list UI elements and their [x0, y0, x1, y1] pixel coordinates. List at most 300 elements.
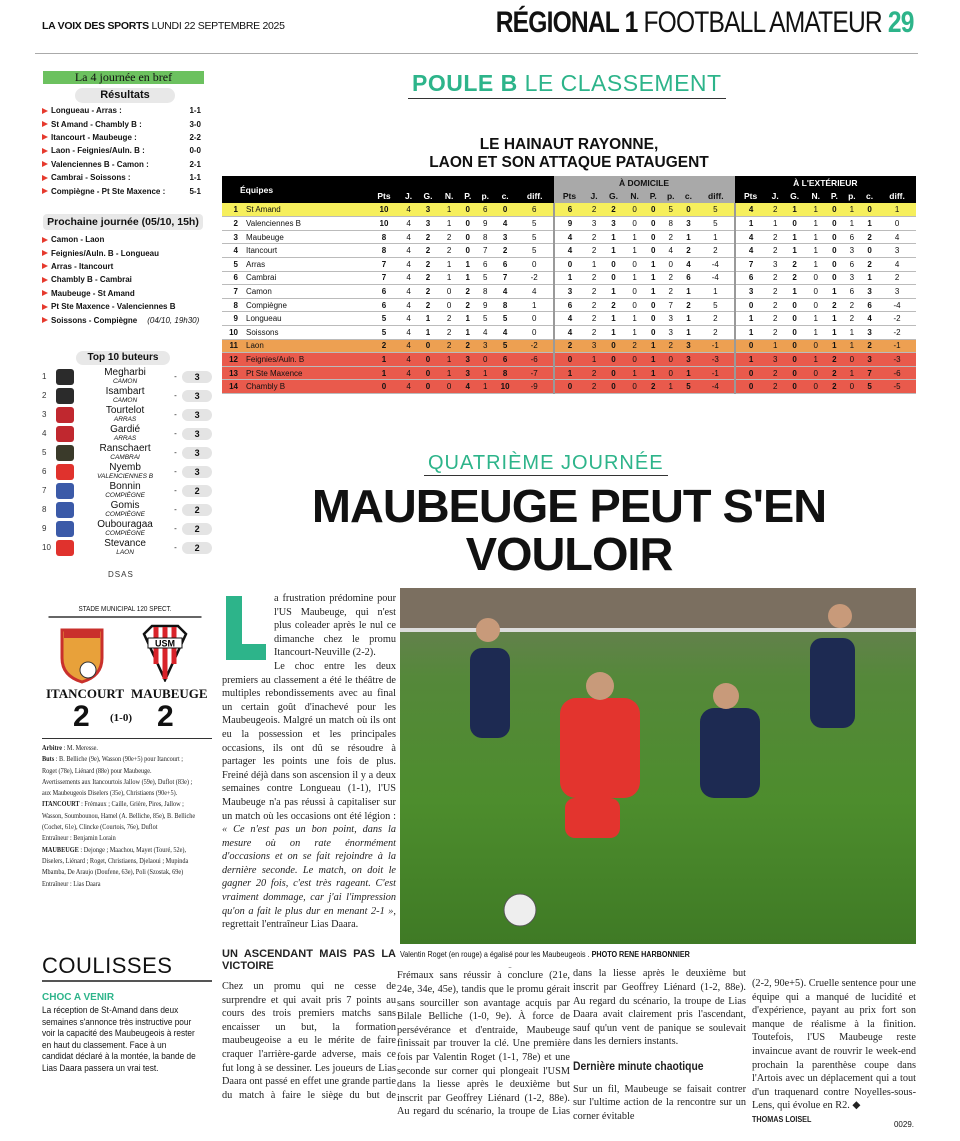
cell: 5 [483, 314, 488, 324]
list-item [42, 117, 207, 130]
paragraph: Sur un fil, Maubeuge se faisait contrer sur l'ultime action de la rencontre sur un corner évitable [573, 1083, 746, 1122]
cell: 6 [849, 232, 855, 242]
maubeuge-logo [140, 624, 190, 682]
dash: - [174, 524, 177, 533]
cell: 3 [465, 355, 470, 365]
cell: 4 [406, 355, 411, 365]
detail-line [42, 833, 198, 844]
cell: 10 [379, 219, 389, 229]
match: Longueau - Arras : [51, 106, 122, 116]
scorer-club: ARRAS [113, 415, 137, 423]
away-score: 2 [157, 700, 174, 733]
headline [215, 482, 923, 578]
cell: 2 [849, 300, 855, 310]
article-column-5 [752, 977, 916, 1127]
team-name: Feignies/Auln. B [246, 355, 305, 365]
quote: « Ce n'est pas un bon point, dans la mesure où on rate énormément d'occasions et on se fait rejoindre à la dernière seconde. Le match, on doit le gagner 20 fois, c'est très rageant. C'est vraiment dommage, car j'ai l'impression qu'on a fait le plus dur en menant 2-1 » [222, 824, 396, 917]
scorer-name: Gardié [110, 423, 141, 435]
section-title [496, 6, 914, 40]
cell: 2 [651, 382, 656, 392]
cell: 1 [813, 219, 818, 229]
cell: 4 [554, 326, 586, 340]
cell: 7 [483, 246, 488, 256]
cell: 1 [686, 232, 691, 242]
cell: 1 [531, 300, 537, 310]
cell: 10 [379, 205, 389, 215]
cell: 2 [591, 382, 597, 392]
cell: 0 [792, 327, 797, 337]
cell: -5 [893, 382, 901, 392]
cell: 3 [867, 355, 872, 365]
cell: 0 [668, 259, 673, 269]
bullet-icon [42, 290, 48, 296]
scorer [82, 444, 169, 462]
results-title: Résultats [75, 88, 175, 103]
cell: 0 [792, 355, 797, 365]
bullet-icon [42, 161, 48, 167]
cell: 0 [465, 205, 470, 215]
cell: 2 [465, 341, 470, 351]
match: Chambly B - Cambrai [51, 275, 132, 285]
goals: 3 [182, 428, 212, 440]
cell: -7 [530, 368, 538, 378]
cell: 0 [381, 382, 387, 392]
cell: 2 [668, 341, 673, 351]
cell: 5 [531, 232, 537, 242]
cell: 1 [611, 246, 616, 256]
rank: 7 [42, 486, 47, 495]
cell: 3 [425, 219, 431, 229]
cell: 1 [483, 382, 488, 392]
goals: 3 [182, 466, 212, 478]
cell: 1 [465, 327, 470, 337]
paragraph: Frémaux sans réussir à conclure (21e, 24e, 34e, 45e), tandis que le promu gérait sans sourciller son avantage acquis par Bilale Belliche (1-0, 9e). À force de persévérance et d'entraide, Maubeuge finissait par trouver la clé. Une première fois par Valentin Roget (1-1, 78e) et une seconde sur corner qui plongeait l'USM dans la liesse après le deuxième but inscrit par Geoffrey Liénard (1-2, 88e). Au regard du scénario, la troupe de Lias [397, 970, 570, 1117]
list-item [42, 246, 207, 259]
article-column-4 [573, 967, 746, 1123]
cell: 6 [849, 287, 855, 297]
brief-title: La 4 journée en bref [43, 71, 204, 84]
cell: 0 [632, 382, 637, 392]
cell: 2 [446, 246, 452, 256]
list-item [42, 171, 207, 184]
cell: 8 [483, 287, 488, 297]
cell: 0 [735, 298, 767, 312]
cell: 0 [735, 366, 767, 380]
club-logo-icon [56, 464, 74, 480]
team-name: St Amand [246, 205, 281, 215]
scorer-name: Nyemb [109, 461, 141, 473]
bullet-icon [42, 263, 48, 269]
cell: 0 [651, 314, 656, 324]
home-score: 2 [73, 700, 90, 733]
cell: 2 [867, 259, 872, 269]
cell: 4 [406, 246, 411, 256]
cell: 1 [813, 355, 818, 365]
scorer-row [42, 405, 212, 424]
divider [42, 738, 212, 739]
match: Valenciennes B - Camon : [51, 159, 149, 169]
scorer-name: Oubouragaa [97, 518, 153, 530]
cell: 1 [554, 271, 586, 285]
cell: 1 [591, 355, 597, 365]
page-number: 29 [888, 6, 914, 39]
detail-line [42, 743, 198, 754]
cell: 5 [483, 273, 488, 283]
rank: 3 [233, 232, 238, 242]
scorer-name: Megharbi [104, 366, 146, 378]
club-logo-icon [56, 521, 74, 537]
detail-text: : Dejonge ; Maachou, Mayet (Touré, 52e), Diselers, Liénard ; Roget, Christiaens, Djelaoui ; Mupinda Mbamba, De Araujo (Doufene, 63e), Poli (Szostak, 69e) [42, 846, 189, 877]
cell: 1 [772, 341, 778, 351]
cell: -6 [893, 368, 901, 378]
bullet-icon [42, 175, 48, 181]
club-logo-icon [56, 445, 74, 461]
cell: 1 [686, 314, 691, 324]
cell: 1 [651, 273, 656, 283]
cell: 0 [894, 219, 900, 229]
cell: 0 [651, 219, 656, 229]
scorer-row [42, 462, 212, 481]
col-header: P. [459, 190, 476, 204]
table-row [222, 258, 916, 272]
cell: 4 [554, 312, 586, 326]
detail-text: : Frémaux ; Caille, Grière, Pires, Jallow ; Wasson, Soumbounou, Hamel (A. Belliche, 85e), B. Belliche (Cochet, 61e), Clincke (Courtois, 76e), Duflot [42, 801, 196, 832]
cell: 4 [406, 368, 411, 378]
rank: 5 [233, 259, 238, 269]
table-row [222, 217, 916, 231]
match: Pt Ste Maxence - Valenciennes B [51, 302, 176, 312]
cell: 0 [483, 355, 488, 365]
list-item [42, 104, 207, 117]
match: St Amand - Chambly B : [51, 119, 142, 129]
article-column-3 [397, 967, 570, 1117]
scorer-club: CAMON [112, 377, 138, 385]
club-logo-icon [56, 407, 74, 423]
scorer-club: LAON [116, 548, 134, 556]
rank: 9 [233, 314, 238, 324]
cell: 2 [425, 259, 431, 269]
cell: 0 [611, 382, 616, 392]
cell: 4 [465, 382, 470, 392]
list-item [42, 300, 207, 313]
cell: 2 [502, 246, 508, 256]
cell: 2 [772, 314, 778, 324]
cell: 0 [832, 232, 837, 242]
cell: 4 [406, 382, 411, 392]
cell: 1 [425, 314, 431, 324]
itancourt-logo [58, 624, 106, 684]
cell: 3 [425, 205, 431, 215]
cell: 0 [554, 353, 586, 367]
cell: 1 [554, 366, 586, 380]
rank: 8 [233, 300, 238, 310]
cell: 1 [832, 341, 837, 351]
club-logo-icon [56, 483, 74, 499]
rank: 5 [42, 448, 47, 457]
match: Compiègne - Pt Ste Maxence : [51, 186, 166, 196]
team-name: Chambly B [246, 382, 286, 392]
detail-label: Buts [42, 756, 55, 764]
bullet-icon [42, 121, 48, 127]
top-scorers-title: Top 10 buteurs [76, 351, 170, 365]
cell: 2 [591, 300, 597, 310]
kicker-text: LE CLASSEMENT [524, 70, 722, 96]
cell: -2 [530, 273, 538, 283]
cell: 0 [792, 368, 797, 378]
club-logo-icon [56, 426, 74, 442]
cell: 1 [735, 326, 767, 340]
cell: 1 [446, 355, 452, 365]
cell: 3 [735, 285, 767, 299]
cell: 1 [713, 287, 718, 297]
cell: 6 [381, 287, 387, 297]
cell: 2 [792, 259, 797, 269]
scorer [82, 368, 169, 386]
cell: 0 [425, 382, 431, 392]
col-home: À DOMICILE [554, 176, 735, 190]
team-name: Longueau [246, 314, 282, 324]
paragraph: , regrettait l'entraîneur Lias Daara. [222, 905, 396, 931]
cell: 4 [686, 259, 691, 269]
cell: 1 [849, 205, 855, 215]
cell: 5 [867, 382, 872, 392]
dash: - [174, 410, 177, 419]
cell: 2 [446, 314, 452, 324]
cell: 2 [713, 327, 718, 337]
cell: 4 [867, 314, 872, 324]
cell: -4 [711, 273, 719, 283]
cell: 1 [632, 368, 637, 378]
dash: - [174, 372, 177, 381]
cell: 1 [446, 368, 452, 378]
cell: 3 [591, 219, 597, 229]
halftime-score: (1-0) [110, 712, 132, 724]
cell: 2 [832, 382, 837, 392]
cell: 2 [668, 287, 673, 297]
table-row [222, 271, 916, 285]
cell: 0 [832, 259, 837, 269]
paragraph: Le choc entre les deux premiers au classement a été le théâtre de multiples rebondissements avec au final un certain goût d'inachevé pour les Maubeugeois. Malgré un match où ils ont eu la possession et les principales occasions, ils ont dû se résoudre à partager les points une fois de plus. Freiné déjà dans son ascension il y a deux semaines contre Longueau (1-1), l'US Maubeuge n'a pas réussi à capitaliser sur un match où les occasions ont été légion : [222, 660, 396, 822]
team-name: Camon [246, 287, 272, 297]
cell: 8 [381, 232, 387, 242]
article-column-2 [222, 948, 396, 1100]
cell: 3 [686, 219, 691, 229]
cell: 0 [446, 382, 452, 392]
list-item [42, 144, 207, 157]
cell: -1 [711, 341, 719, 351]
dash: - [174, 467, 177, 476]
kicker-bold: POULE B [412, 70, 518, 96]
cell: 0 [832, 219, 837, 229]
cell: 4 [483, 327, 488, 337]
col-overall [368, 176, 554, 190]
divider [35, 53, 918, 54]
cell: 0 [792, 300, 797, 310]
note: (04/10, 19h30) [147, 315, 200, 325]
scorer-name: Isambart [105, 385, 145, 397]
cell: 1 [813, 205, 818, 215]
article-column-1 [222, 592, 396, 932]
col-header: c. [861, 190, 878, 204]
scorer [82, 482, 169, 500]
away-team: MAUBEUGE [131, 686, 208, 701]
team-name: Laon [246, 341, 264, 351]
cell: 4 [406, 341, 411, 351]
stadium: STADE MUNICIPAL 120 SPECT. [49, 604, 202, 618]
bullet-icon [42, 134, 48, 140]
rank: 4 [42, 429, 47, 438]
dropcap [222, 596, 266, 660]
cell: 1 [792, 246, 797, 256]
cell: 0 [735, 380, 767, 394]
cell: 1 [446, 273, 452, 283]
bullet-icon [42, 277, 48, 283]
rank: 3 [42, 410, 47, 419]
cell: 1 [381, 368, 387, 378]
cell: 0 [867, 246, 872, 256]
list-item [42, 233, 207, 246]
cell: 0 [735, 339, 767, 353]
cell: 1 [446, 205, 452, 215]
cell: 0 [554, 258, 586, 272]
paragraph: a frustration prédomine pour l'US Maubeuge, qui n'est plus coleader après le nul ce dimanche chez le promu Itancourt-Neuville (2-2). [274, 593, 396, 659]
cell: 0 [502, 205, 508, 215]
col-header: c. [494, 190, 516, 204]
cell: 1 [735, 312, 767, 326]
cell: 1 [849, 219, 855, 229]
cell: 2 [554, 339, 586, 353]
cell: 3 [867, 287, 872, 297]
cell: 0 [425, 368, 431, 378]
cell: 3 [686, 341, 691, 351]
bullet-icon [42, 317, 48, 323]
team-name: Valenciennes B [246, 219, 301, 229]
scorer-row [42, 500, 212, 519]
cell: 1 [772, 219, 778, 229]
cell: 0 [651, 205, 656, 215]
cell: 3 [591, 341, 597, 351]
cell: 2 [686, 246, 691, 256]
cell: 0 [465, 232, 470, 242]
table-row [222, 298, 916, 312]
cell: -1 [893, 341, 901, 351]
cell: 4 [406, 232, 411, 242]
club-logo-icon [56, 388, 74, 404]
col-header: Pts [735, 190, 767, 204]
cell: 0 [632, 219, 637, 229]
cell: 0 [792, 382, 797, 392]
cell: 0 [531, 314, 537, 324]
rank: 1 [233, 205, 238, 215]
logo-text: USM [155, 638, 175, 649]
cell: 2 [446, 341, 452, 351]
match: Laon - Feignies/Auln. B : [51, 146, 145, 156]
cell: 2 [772, 246, 778, 256]
cell: 3 [554, 285, 586, 299]
cell: 2 [425, 246, 431, 256]
cell: 0 [813, 287, 818, 297]
cell: 1 [792, 205, 797, 215]
cell: 1 [832, 287, 837, 297]
cell: 0 [792, 341, 797, 351]
detail-text: : B. Belliche (9e), Wasson (90e+5) pour Itancourt ; Roget (78e), Liénard (88e) pour Maubeuge. [42, 756, 183, 775]
cell: 0 [611, 368, 616, 378]
cell: 1 [632, 246, 637, 256]
team-name: Itancourt [246, 246, 278, 256]
cell: 5 [381, 327, 387, 337]
coulisses-kicker: CHOC A VENIR [42, 992, 115, 1003]
cell: 1 [713, 232, 718, 242]
coulisses-text: La réception de St-Amand dans deux semaines s'annonce très instructive pour voir la capacité des Maubeugeois à rester en haut du classement. Face à un candidat déclaré à la montée, la bande de Lias Daara passera un vrai test. [42, 1004, 196, 1073]
cell: 0 [651, 327, 656, 337]
score: 2-2 [189, 132, 201, 142]
col-header: Pts [368, 190, 400, 204]
top-scorers-list [42, 367, 212, 557]
paragraph: Chez un promu qui ne cesse de surprendre et qui avait pris 7 points au cours des trois premiers matchs sans encaisser un but, la formation maubeugeoise a eu le mérite de faire craquer l'arrière-garde adverse, mais ce fut long à se dessiner. Les joueurs de Lias Daara ont passé en effet une grande partie du match à faire le siège du but de [222, 981, 396, 1100]
cell: 4 [406, 300, 411, 310]
dash: - [174, 505, 177, 514]
rank: 12 [229, 355, 238, 365]
col-header: G. [603, 190, 625, 204]
photo-credit: PHOTO RENE HARBONNIER [591, 950, 690, 959]
goals: 3 [182, 371, 212, 383]
cell: 1 [832, 314, 837, 324]
cell: 6 [502, 259, 508, 269]
cell: 2 [425, 300, 431, 310]
scorer [82, 425, 169, 443]
col-header: N. [439, 190, 460, 204]
table-row [222, 380, 916, 394]
cell: 1 [651, 259, 656, 269]
cell: 2 [832, 368, 837, 378]
scorer-name: Stevance [104, 537, 146, 549]
col-header: J. [767, 190, 784, 204]
cell: 2 [668, 273, 673, 283]
cell: 1 [632, 327, 637, 337]
table-row [222, 230, 916, 244]
score: 1-1 [189, 173, 201, 183]
cell: 3 [894, 287, 900, 297]
detail-line [42, 879, 198, 890]
cell: 0 [792, 314, 797, 324]
scorer-row [42, 538, 212, 557]
detail-label: ITANCOURT [42, 801, 80, 809]
cell: 2 [632, 341, 637, 351]
detail-text: Entraîneur : Lias Daara [42, 880, 101, 888]
cell: 1 [686, 287, 691, 297]
cell: 1 [465, 273, 470, 283]
results-list [42, 104, 207, 198]
cell: 8 [668, 219, 673, 229]
scorer-row [42, 386, 212, 405]
cell: 3 [465, 368, 470, 378]
cell: 5 [713, 300, 718, 310]
cell: 4 [406, 205, 411, 215]
scorer-club: CAMON [112, 396, 138, 404]
match: Cambrai - Soissons : [51, 173, 131, 183]
team-name: Cambrai [246, 273, 277, 283]
col-header: N. [624, 190, 645, 204]
bullet-icon [42, 108, 48, 114]
cell: 0 [632, 287, 637, 297]
cell: 6 [483, 205, 488, 215]
detail-line [42, 777, 198, 800]
cell: 7 [867, 368, 872, 378]
cell: 8 [483, 232, 488, 242]
scorer [82, 539, 169, 557]
cell: 0 [554, 380, 586, 394]
club-logo-icon [56, 502, 74, 518]
